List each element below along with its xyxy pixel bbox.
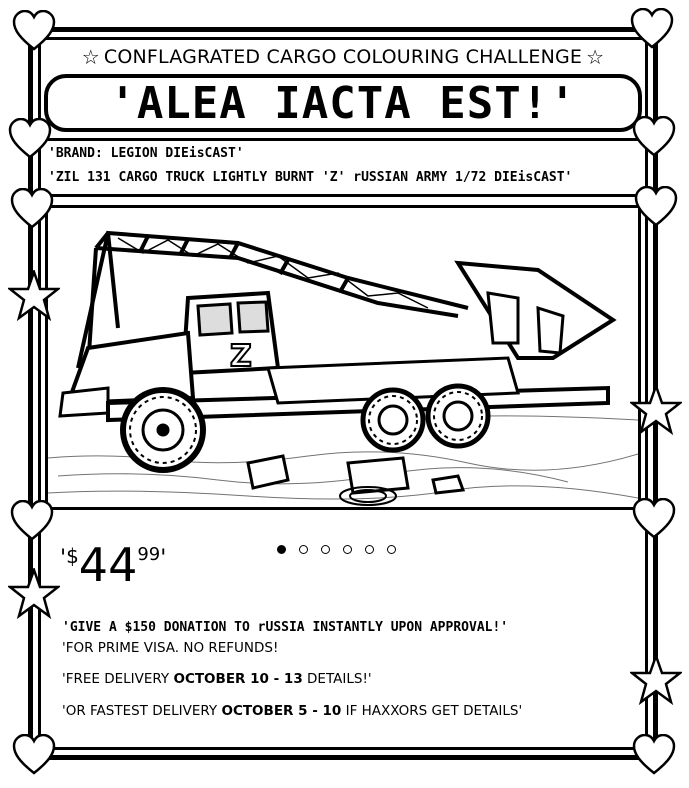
carousel-dot[interactable] bbox=[387, 545, 396, 554]
heart-outline-icon bbox=[12, 734, 56, 776]
truck-illustration bbox=[48, 208, 638, 507]
carousel-dot[interactable] bbox=[277, 545, 286, 554]
price-quote: ' bbox=[160, 546, 167, 571]
page-header bbox=[48, 44, 638, 70]
product-image[interactable] bbox=[45, 205, 641, 510]
image-carousel-dots bbox=[277, 545, 396, 554]
star-outline-icon: ☆ bbox=[586, 45, 605, 69]
price-whole: 44 bbox=[78, 538, 138, 592]
fast-delivery-dates: OCTOBER 5 - 10 bbox=[221, 703, 342, 719]
free-delivery-prefix: 'FREE DELIVERY bbox=[62, 671, 174, 687]
heart-outline-icon bbox=[10, 500, 54, 542]
heart-outline-icon bbox=[634, 186, 678, 228]
price-currency: $ bbox=[66, 544, 79, 568]
heart-outline-icon bbox=[630, 8, 674, 50]
free-delivery-details-link[interactable]: DETAILS!' bbox=[302, 671, 372, 687]
heart-outline-icon bbox=[632, 498, 676, 540]
free-delivery bbox=[62, 671, 372, 687]
carousel-dot[interactable] bbox=[299, 545, 308, 554]
fast-delivery bbox=[62, 703, 522, 719]
heart-outline-icon bbox=[8, 118, 52, 160]
product-name: 'ZIL 131 CARGO TRUCK LIGHTLY BURNT 'Z' rUSSIAN ARMY 1/72 DIEisCAST' bbox=[48, 170, 573, 185]
carousel-dot[interactable] bbox=[343, 545, 352, 554]
price-cents: 99 bbox=[137, 544, 161, 565]
free-delivery-dates: OCTOBER 10 - 13 bbox=[173, 671, 303, 687]
truck-z-marking: Z bbox=[230, 339, 252, 374]
star-outline-icon: ☆ bbox=[81, 45, 100, 69]
carousel-dot[interactable] bbox=[365, 545, 374, 554]
fast-delivery-details-link[interactable]: IF HAXXORS GET DETAILS' bbox=[341, 703, 523, 719]
divider bbox=[41, 194, 645, 197]
header-text: CONFLAGRATED CARGO COLOURING CHALLENGE bbox=[103, 46, 583, 68]
divider bbox=[41, 138, 645, 141]
star-outline-icon bbox=[8, 270, 60, 322]
fast-delivery-prefix: 'OR FASTEST DELIVERY bbox=[62, 703, 222, 719]
star-outline-icon bbox=[8, 568, 60, 620]
heart-outline-icon bbox=[632, 734, 676, 776]
heart-outline-icon bbox=[632, 116, 676, 158]
star-outline-icon bbox=[630, 654, 682, 706]
page-title: 'ALEA IACTA EST!' bbox=[44, 74, 642, 132]
donation-offer: 'GIVE A $150 DONATION TO rUSSIA INSTANTLY UPON APPROVAL!' bbox=[62, 620, 509, 635]
offer-terms: 'FOR PRIME VISA. NO REFUNDS! bbox=[62, 640, 279, 656]
brand-label: 'BRAND: LEGION DIEisCAST' bbox=[48, 146, 244, 161]
price-quote: ' bbox=[60, 546, 67, 571]
star-outline-icon bbox=[630, 384, 682, 436]
heart-outline-icon bbox=[12, 10, 56, 52]
price bbox=[60, 538, 166, 592]
heart-outline-icon bbox=[10, 188, 54, 230]
carousel-dot[interactable] bbox=[321, 545, 330, 554]
